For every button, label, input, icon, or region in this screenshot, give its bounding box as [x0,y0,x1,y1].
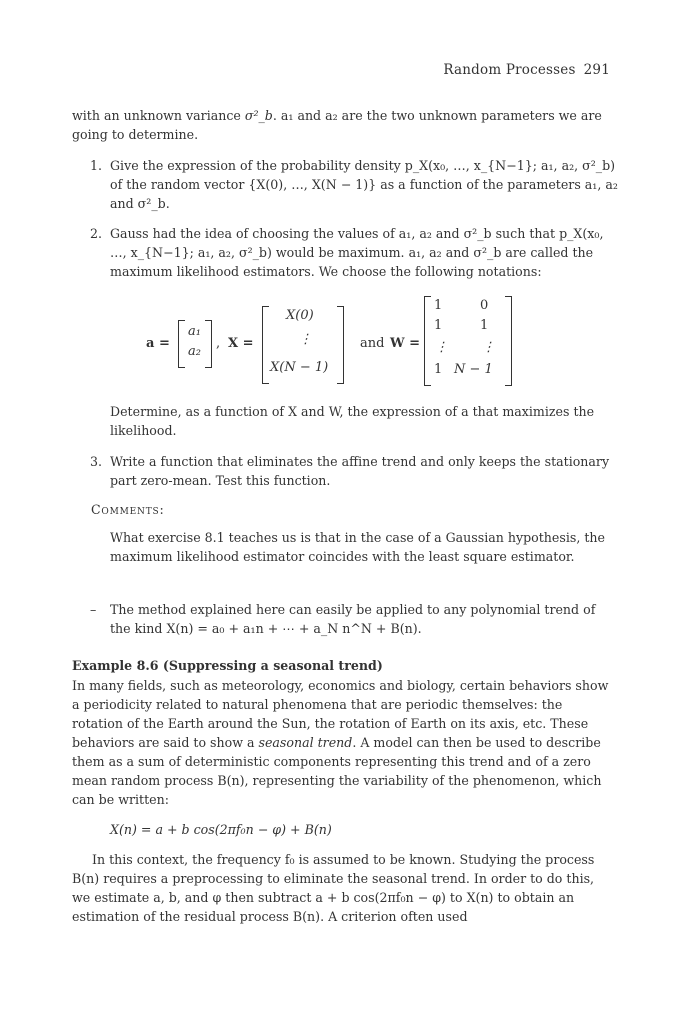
para2-text: In this context, the frequency f₀ is assumed to be known. Studying the process B(n) requires a preprocessing to eliminate the seasonal trend. In order to do this, we estimate a, b, and φ then subtract a + b cos(2πf₀n − φ) to X(n) to obtain an estimation of the residual process B(n). A criterion often used [72,852,595,924]
w-label: W = [390,336,421,351]
seasonal-trend-term: seasonal trend [258,735,353,750]
determine-text: Determine, as a function of X and W, the expression of a that maximizes the likelihood. [110,404,595,438]
comment-text: The method explained here can easily be applied to any polynomial trend of the kind X(n) = a₀ + a₁n + ⋯ + a_N n^N + B(n). [110,602,596,636]
comment-1 [110,528,612,566]
intro-paragraph [72,106,612,144]
para1-text-b: . A model can then be used to describe them as a sum of deterministic components representing this trend and of a zero mean random process B(n), representing the variability of the phenomenon, which can be written: [72,735,602,807]
a-label: a = [146,336,170,351]
para1-text-a: In many fields, such as meteorology, economics and biology, certain behaviors show a periodicity related to natural phenomena that are periodic themselves: the rotation of the Earth around the Sun, the rotation of Earth on its axis, etc. These behaviors are said to show a [72,678,609,750]
w-matrix [424,296,512,384]
w-entry: ⋮ [482,340,495,355]
item-number: 1. [90,158,103,173]
comment-text: What exercise 8.1 teaches us is that in the case of a Gaussian hypothesis, the maximum likelihood estimator coincides with the least square estimator. [110,530,605,564]
x-entry: X(N − 1) [270,360,329,375]
item-text: Write a function that eliminates the affine trend and only keeps the stationary part zero-mean. Test this function. [110,454,610,488]
item-text: Gauss had the idea of choosing the values of a₁, a₂ and σ²_b such that p_X(x₀, …, x_{N−1}; a₁, a₂, σ²_b) would be maximum. a₁, a₂ and σ²_b are called the maximum likelihood estimators. We choose the following notations: [110,226,604,279]
w-entry: 1 [434,318,443,333]
list-item-2 [90,224,612,281]
variance-symbol: σ²_b [244,108,273,123]
determine-paragraph [110,402,612,440]
x-entry: ⋮ [299,332,312,347]
intro-text-1: with an unknown variance [72,108,245,123]
model-equation: X(n) = a + b cos(2πf₀n − φ) + B(n) [110,822,332,837]
example-paragraph-2 [72,850,612,926]
page-number: 291 [583,62,610,78]
a-entry: a₁ [188,324,201,339]
w-entry: 1 [434,362,443,377]
matrix-definitions: a = a₁ a₂ , X = X(0) ⋮ X(N − 1) and W = 1 0 1 1 ⋮ ⋮ 1 N − 1 [146,296,526,392]
list-item-1 [90,156,622,213]
w-entry: 0 [480,298,489,313]
x-entry: X(0) [286,308,314,323]
item-number: 2. [90,226,103,241]
intro-text-2: . a₁ and a₂ are the two unknown parameters we are going to determine. [72,108,602,142]
a-vector [178,320,212,366]
w-entry: N − 1 [454,362,493,377]
example-title: Example 8.6 (Suppressing a seasonal trend) [72,658,383,673]
comments-heading: Comments: [91,502,165,517]
item-text: Give the expression of the probability density p_X(x₀, …, x_{N−1}; a₁, a₂, σ²_b) of the random vector {X(0), …, X(N − 1)} as a function of the parameters a₁, a₂ and σ²_b. [110,158,618,211]
example-paragraph-1 [72,676,612,809]
running-header [443,62,610,78]
item-number: 3. [90,454,103,469]
x-label: X = [228,336,254,351]
comment-2 [90,600,612,638]
comment-dash: – [90,602,97,617]
header-title: Random Processes [443,62,576,78]
w-entry: 1 [480,318,489,333]
x-vector [262,306,344,382]
w-entry: ⋮ [435,340,448,355]
a-entry: a₂ [188,344,201,359]
w-entry: 1 [434,298,443,313]
list-item-3 [90,452,612,490]
and-text: and [360,336,385,351]
